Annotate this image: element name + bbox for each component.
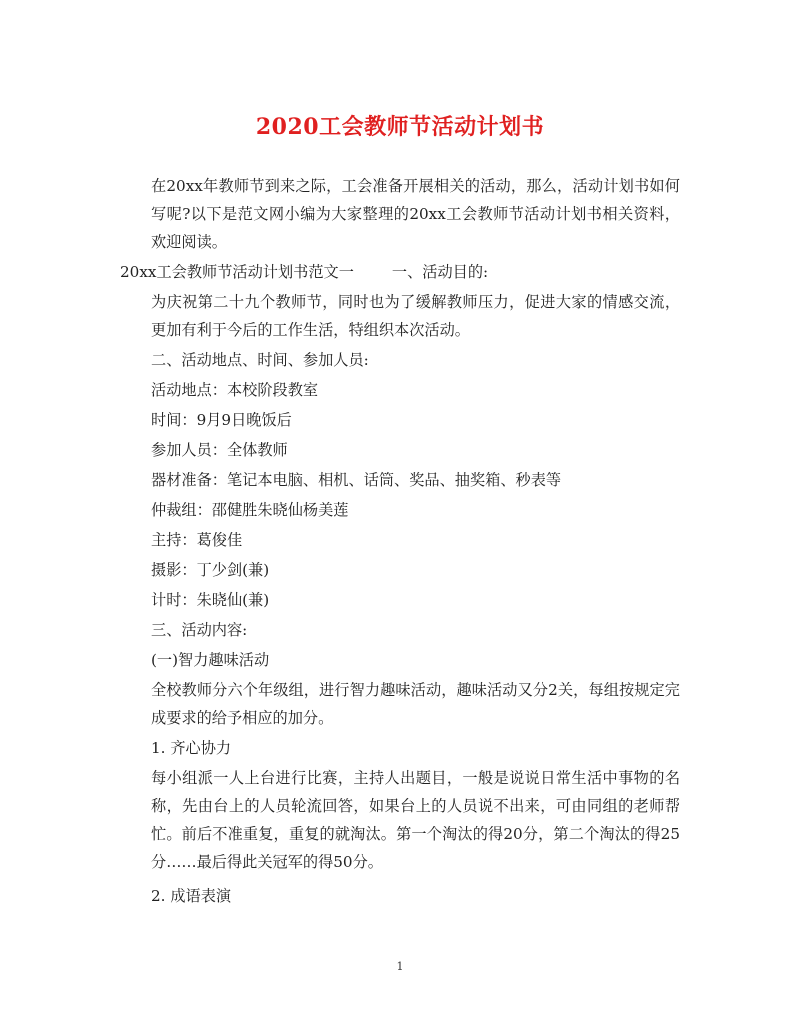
games-paragraph: 全校教师分六个年级组，进行智力趣味活动，趣味活动又分2关，每组按规定完成要求的给予相应的加分。 — [151, 681, 680, 727]
referee-group: 仲裁组：邵健胜朱晓仙杨美莲 — [151, 501, 349, 519]
subheading-intelligence-games: (一)智力趣味活动 — [151, 651, 270, 669]
activity-location: 活动地点：本校阶段教室 — [151, 381, 319, 399]
document-body — [120, 172, 680, 912]
heading-location-time: 二、活动地点、时间、参加人员: — [151, 351, 369, 369]
host: 主持：葛俊佳 — [151, 531, 243, 549]
section-heading-line — [120, 258, 680, 286]
plan-subtitle: 20xx工会教师节活动计划书范文一 — [120, 263, 354, 281]
activity-time: 时间：9月9日晚饭后 — [151, 411, 292, 429]
photography: 摄影：丁少剑(兼) — [151, 561, 270, 579]
item-idiom-performance: 2. 成语表演 — [151, 887, 232, 905]
purpose-paragraph: 为庆祝第二十九个教师节，同时也为了缓解教师压力，促进大家的情感交流，更加有利于今后的工作生活，特组织本次活动。 — [151, 293, 680, 339]
heading-activity-purpose: 一、活动目的: — [391, 263, 489, 281]
teamwork-paragraph: 每小组派一人上台进行比赛，主持人出题目，一般是说说日常生活中事物的名称，先由台上的人员轮流回答，如果台上的人员说不出来，可由同组的老师帮忙。前后不准重复，重复的就淘汰。第一个淘汰的得20分，第二个淘汰的得25分……最后得此关冠军的得50分。 — [151, 769, 680, 871]
participants: 参加人员：全体教师 — [151, 441, 288, 459]
equipment: 器材准备：笔记本电脑、相机、话筒、奖品、抽奖箱、秒表等 — [151, 471, 562, 489]
heading-activity-content: 三、活动内容: — [151, 621, 248, 639]
timekeeper: 计时：朱晓仙(兼) — [151, 591, 270, 609]
intro-paragraph: 在20xx年教师节到来之际，工会准备开展相关的活动，那么，活动计划书如何写呢?以下是范文网小编为大家整理的20xx工会教师节活动计划书相关资料，欢迎阅读。 — [151, 177, 680, 251]
page-number: 1 — [396, 960, 404, 973]
item-teamwork: 1. 齐心协力 — [151, 739, 232, 757]
document-title: 2020工会教师节活动计划书 — [255, 114, 545, 140]
